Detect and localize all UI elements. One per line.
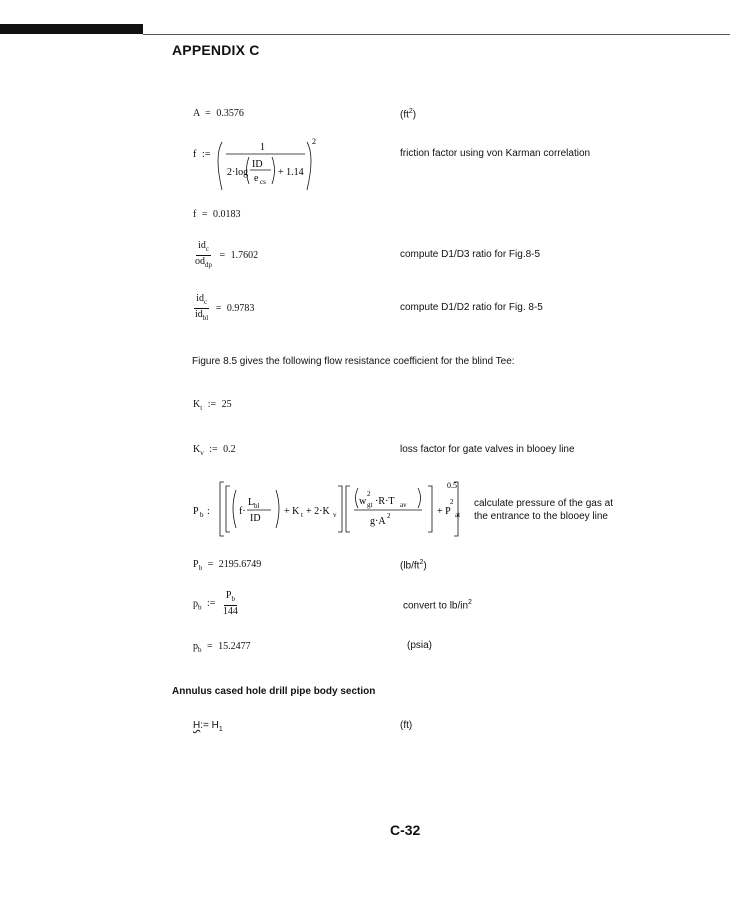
svg-text:L: L bbox=[248, 497, 255, 508]
svg-text:0.5: 0.5 bbox=[447, 481, 457, 490]
pb-psia-unit: (psia) bbox=[407, 640, 433, 651]
kv-note: loss factor for gate valves in blooey line bbox=[400, 444, 575, 455]
svg-text:ID: ID bbox=[252, 159, 263, 170]
figure-reference-text: Figure 8.5 gives the following flow resistance coefficient for the blind Tee: bbox=[192, 356, 515, 367]
svg-text:f: f bbox=[193, 149, 197, 160]
h-unit: (ft) bbox=[400, 720, 413, 731]
svg-text:e: e bbox=[254, 173, 259, 184]
ratio-d1d3-equation: $\frac{id_c}{od_{dp}}$ = 1.7602 bbox=[195, 240, 259, 269]
svg-text:2·log: 2·log bbox=[227, 167, 249, 178]
h-equation: H:= $H_1$ bbox=[193, 720, 223, 733]
svg-text::: : bbox=[207, 506, 210, 517]
ratio-d1d2-note: compute D1/D2 ratio for Fig. 8-5 bbox=[400, 302, 543, 313]
appendix-title: APPENDIX C bbox=[172, 42, 260, 58]
pb-value: $P_b = 2195.6749$ bbox=[193, 559, 262, 572]
ratio-d1d3-note: compute D1/D3 ratio for Fig.8-5 bbox=[400, 249, 541, 260]
pb-unit: $(lb/ft^2)$ bbox=[400, 559, 427, 572]
kt-equation: $K_t$ := 25 bbox=[193, 399, 232, 412]
friction-formula-svg bbox=[192, 136, 322, 192]
svg-text:+ 1.14: + 1.14 bbox=[278, 167, 304, 178]
svg-text:+ 2·K: + 2·K bbox=[306, 506, 330, 517]
svg-text:v: v bbox=[333, 511, 337, 519]
pb-psia-value: $p_b = 15.2477$ bbox=[193, 641, 251, 654]
ratio-d1d2-equation: $\frac{id_c}{id_{bl}}$ = 0.9783 bbox=[195, 293, 255, 322]
svg-text:2: 2 bbox=[387, 512, 391, 520]
friction-note: friction factor using von Karman correlation bbox=[400, 148, 591, 159]
svg-text:+ K: + K bbox=[284, 506, 300, 517]
svg-text:at: at bbox=[455, 511, 461, 519]
svg-text:f·: f· bbox=[239, 506, 246, 517]
svg-text:2: 2 bbox=[367, 490, 371, 498]
svg-text:2: 2 bbox=[312, 137, 316, 146]
header-bar bbox=[0, 24, 143, 34]
svg-text:bl: bl bbox=[254, 502, 260, 510]
svg-text:2: 2 bbox=[450, 498, 454, 506]
area-equation: A = 0.3576 bbox=[193, 108, 244, 119]
friction-formula bbox=[192, 136, 322, 192]
pb-formula-svg bbox=[192, 478, 467, 538]
svg-text:w: w bbox=[359, 496, 367, 507]
page-number: C-32 bbox=[390, 822, 421, 838]
svg-text:·R·T: ·R·T bbox=[375, 496, 395, 507]
header-rule bbox=[143, 34, 730, 35]
svg-text:P: P bbox=[193, 506, 199, 517]
svg-text:1: 1 bbox=[260, 142, 265, 153]
pb-note: calculate pressure of the gas at the entrance to the blooey line bbox=[474, 498, 613, 522]
svg-text:g·A: g·A bbox=[370, 516, 386, 527]
svg-text::=: := bbox=[202, 149, 211, 160]
area-unit: $(ft^2)$ bbox=[400, 108, 417, 121]
svg-text:b: b bbox=[200, 511, 204, 519]
kv-equation: $K_v$ := 0.2 bbox=[193, 444, 236, 457]
svg-text:+ P: + P bbox=[437, 506, 451, 517]
friction-value: f = 0.0183 bbox=[193, 209, 241, 220]
svg-text:cs: cs bbox=[260, 178, 266, 186]
pb-conversion-equation: $p_b$ := $\frac{P_b}{144}$ bbox=[193, 590, 238, 617]
pb-formula bbox=[192, 478, 467, 538]
svg-text:t: t bbox=[301, 511, 303, 519]
svg-text:ID: ID bbox=[250, 513, 261, 524]
section-heading: Annulus cased hole drill pipe body section bbox=[172, 686, 376, 697]
svg-text:av: av bbox=[400, 501, 407, 509]
svg-text:gt: gt bbox=[367, 501, 373, 509]
pb-conversion-note: convert to $lb/in^2$ bbox=[403, 599, 472, 612]
